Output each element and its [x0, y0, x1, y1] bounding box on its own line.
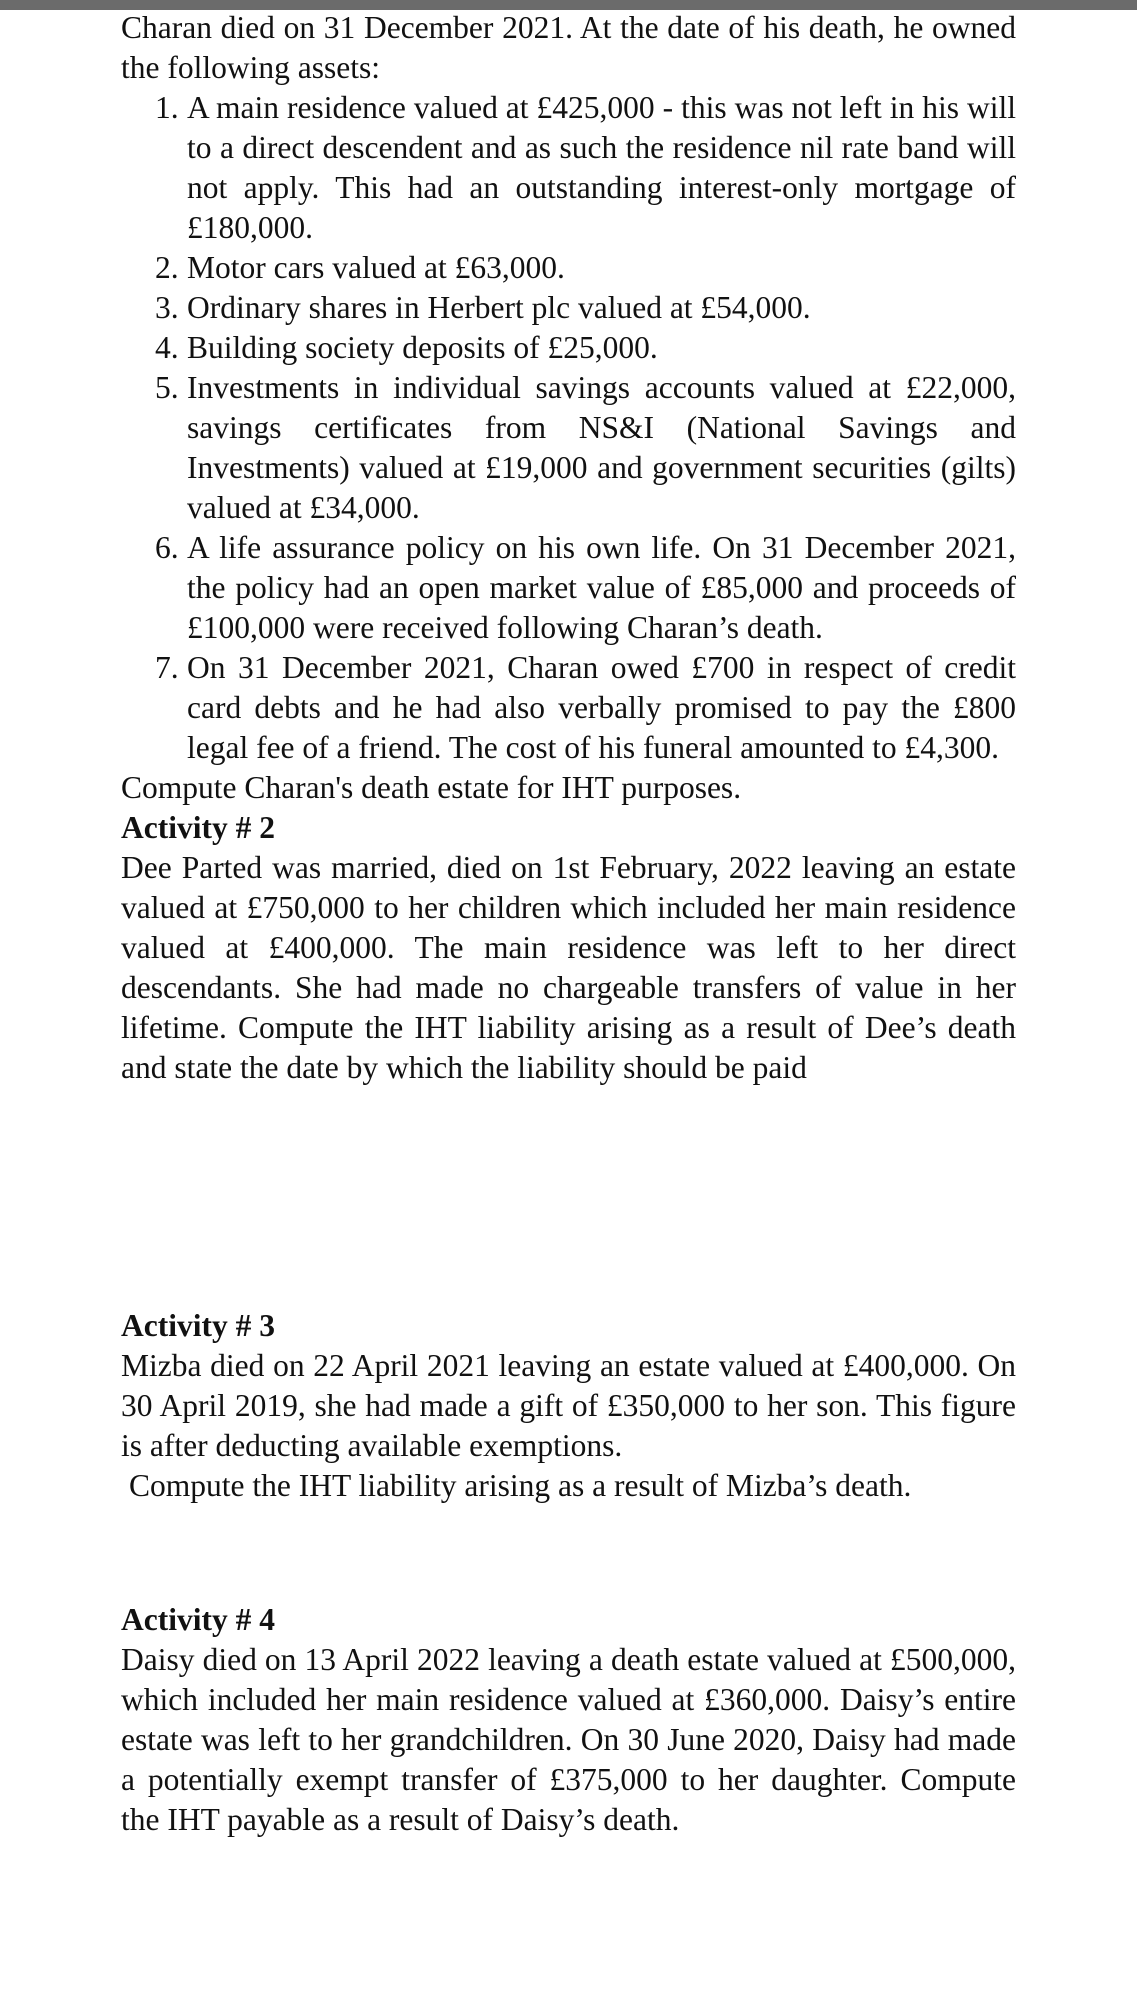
assets-list — [121, 88, 1016, 768]
activity-4-heading: Activity # 4 — [121, 1602, 275, 1637]
list-item: 4. Building society deposits of £25,000. — [155, 330, 658, 365]
spacer — [121, 1088, 1016, 1306]
list-item: 5. Investments in individual savings accounts valued at £22,000, savings certificates from NS&I (National Savings and Investments) valued at £19,000 and government securities (gilts) valued at £34,000. — [155, 370, 1016, 525]
activity-1-question: Compute Charan's death estate for IHT purposes. — [121, 770, 742, 805]
activity-2-body: Dee Parted was married, died on 1st February, 2022 leaving an estate valued at £750,000 to her children which included her main residence valued at £400,000. The main residence was left to her direct descendants. She had made no chargeable transfers of value in her lifetime. Compute the IHT liability arising as a result of Dee’s death and state the date by which the liability should be paid — [121, 850, 1016, 1085]
activity-1-intro: Charan died on 31 December 2021. At the date of his death, he owned the following assets: — [121, 10, 1016, 85]
spacer — [121, 1506, 1016, 1600]
list-item: 1. A main residence valued at £425,000 - this was not left in his will to a direct descendent and as such the residence nil rate band will not apply. This had an outstanding interest-only mortgage of £180,000. — [155, 90, 1016, 245]
list-item: 3. Ordinary shares in Herbert plc valued at £54,000. — [155, 290, 811, 325]
activity-3-heading: Activity # 3 — [121, 1308, 275, 1343]
list-item: 2. Motor cars valued at £63,000. — [155, 250, 565, 285]
document-body — [121, 8, 1016, 1840]
activity-3-body: Mizba died on 22 April 2021 leaving an estate valued at £400,000. On 30 April 2019, she had made a gift of £350,000 to her son. This figure is after deducting available exemptions. Compute the IHT liability arising as a result of Mizba’s death. — [121, 1348, 1016, 1503]
list-item: 6. A life assurance policy on his own life. On 31 December 2021, the policy had an open market value of £85,000 and proceeds of £100,000 were received following Charan’s death. — [155, 530, 1016, 645]
activity-2-heading: Activity # 2 — [121, 810, 275, 845]
list-item: 7. On 31 December 2021, Charan owed £700 in respect of credit card debts and he had also verbally promised to pay the £800 legal fee of a friend. The cost of his funeral amounted to £4,300. — [155, 650, 1016, 765]
activity-4-body: Daisy died on 13 April 2022 leaving a death estate valued at £500,000, which included her main residence valued at £360,000. Daisy’s entire estate was left to her grandchildren. On 30 June 2020, Daisy had made a potentially exempt transfer of £375,000 to her daughter. Compute the IHT payable as a result of Daisy’s death. — [121, 1642, 1016, 1837]
